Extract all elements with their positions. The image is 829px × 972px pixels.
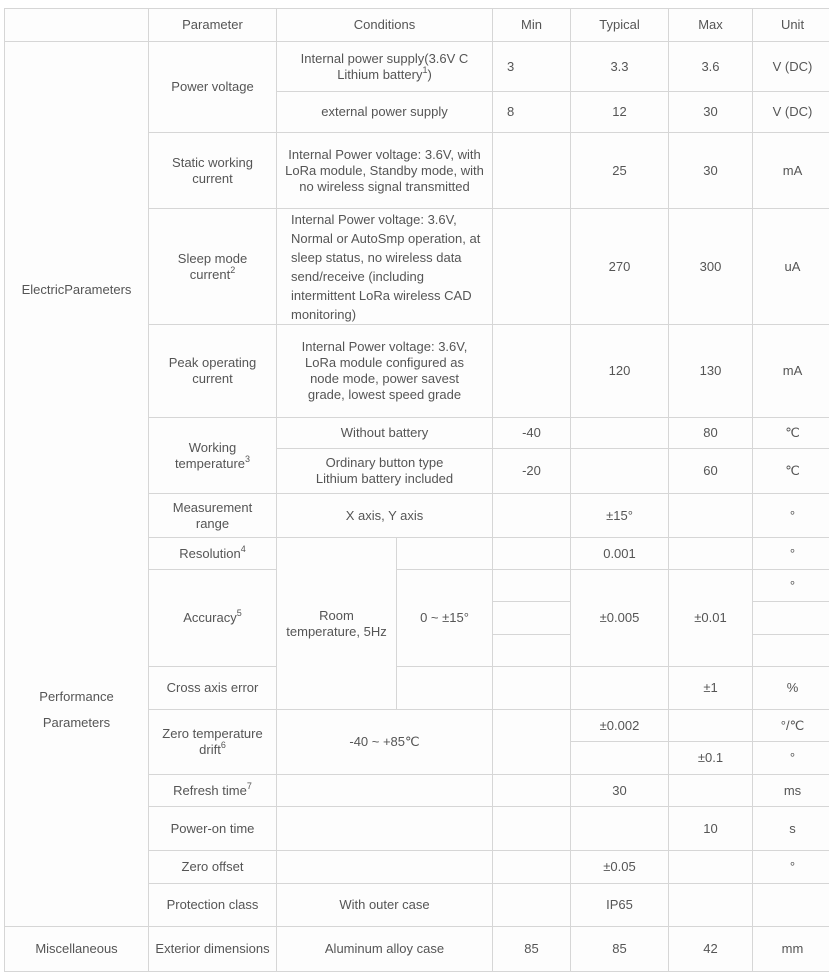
pv-internal-max: 3.6: [669, 42, 752, 91]
temp2-typ: [571, 449, 668, 493]
poweron-min: [493, 807, 570, 850]
poweron-unit: s: [753, 807, 829, 850]
drift-typ-2: [571, 742, 668, 774]
peak-max: 130: [669, 325, 752, 417]
peak-min: [493, 325, 570, 417]
accuracy-min-1: [493, 570, 570, 601]
drift-unit-2: °: [753, 742, 829, 774]
range-unit: °: [753, 494, 829, 537]
range-typ: ±15°: [571, 494, 668, 537]
resolution-cond-b: [397, 538, 492, 569]
sleep-typ: 270: [571, 209, 668, 324]
offset-typ: ±0.05: [571, 851, 668, 883]
offset-cond: [277, 851, 492, 883]
cond-peak-current: Internal Power voltage: 3.6V, LoRa module configured as node mode, power savest grade, lowest speed grade: [277, 325, 492, 417]
protection-min: [493, 884, 570, 926]
cond-with-battery: Ordinary button type Lithium battery included: [277, 449, 492, 493]
pv-internal-typ: 3.3: [571, 42, 668, 91]
drift-unit-1: °/℃: [753, 710, 829, 741]
sleep-max: 300: [669, 209, 752, 324]
sleep-unit: uA: [753, 209, 829, 324]
header-blank: [5, 9, 148, 41]
accuracy-min-3: [493, 635, 570, 666]
protection-max: [669, 884, 752, 926]
pv-external-min: 8: [493, 92, 570, 132]
param-refresh-time: Refresh time$^7$: [149, 775, 276, 806]
offset-min: [493, 851, 570, 883]
cond-exterior-dimensions: Aluminum alloy case: [277, 927, 492, 971]
refresh-cond: [277, 775, 492, 806]
poweron-max: 10: [669, 807, 752, 850]
refresh-min: [493, 775, 570, 806]
param-accuracy: Accuracy$^5$: [149, 570, 276, 666]
param-cross-axis-error: Cross axis error: [149, 667, 276, 709]
param-protection-class: Protection class: [149, 884, 276, 926]
group-electric: ElectricParameters: [5, 42, 148, 537]
dimensions-unit: mm: [753, 927, 829, 971]
accuracy-unit-3: [753, 635, 829, 666]
param-working-temp: Working temperature$^3$: [149, 418, 276, 493]
accuracy-unit-2: [753, 602, 829, 634]
static-typ: 25: [571, 133, 668, 208]
param-resolution: Resolution$^4$: [149, 538, 276, 569]
sleep-min: [493, 209, 570, 324]
offset-unit: °: [753, 851, 829, 883]
range-max: [669, 494, 752, 537]
cross-cond-b: [397, 667, 492, 709]
resolution-min: [493, 538, 570, 569]
protection-cond: With outer case: [277, 884, 492, 926]
param-zero-offset: Zero offset: [149, 851, 276, 883]
refresh-typ: 30: [571, 775, 668, 806]
group-miscellaneous: Miscellaneous: [5, 927, 148, 971]
cond-room-temperature: Room temperature, 5Hz: [277, 538, 396, 709]
param-exterior-dimensions: Exterior dimensions: [149, 927, 276, 971]
cond-accuracy-range: 0 ~ ±15°: [397, 570, 492, 666]
refresh-unit: ms: [753, 775, 829, 806]
param-power-voltage: Power voltage: [149, 42, 276, 132]
cond-internal-supply: Internal power supply(3.6V C Lithium battery$^1$): [277, 42, 492, 91]
param-zero-temp-drift: Zero temperature drift$^6$: [149, 710, 276, 774]
resolution-unit: °: [753, 538, 829, 569]
drift-typ: ±0.002: [571, 710, 668, 741]
param-peak-current: Peak operating current: [149, 325, 276, 417]
cross-unit: %: [753, 667, 829, 709]
static-min: [493, 133, 570, 208]
temp1-typ: [571, 418, 668, 448]
group-performance: Performance Parameters: [5, 494, 148, 926]
dimensions-typ: 85: [571, 927, 668, 971]
temp1-max: 80: [669, 418, 752, 448]
param-sleep-current: Sleep mode current$^2$: [149, 209, 276, 324]
accuracy-unit: °: [753, 570, 829, 601]
poweron-typ: [571, 807, 668, 850]
temp1-min: -40: [493, 418, 570, 448]
pv-external-typ: 12: [571, 92, 668, 132]
cross-typ: [571, 667, 668, 709]
peak-typ: 120: [571, 325, 668, 417]
temp2-unit: ℃: [753, 449, 829, 493]
static-max: 30: [669, 133, 752, 208]
header-max: Max: [669, 9, 752, 41]
accuracy-min-2: [493, 602, 570, 634]
dimensions-min: 85: [493, 927, 570, 971]
protection-unit: [753, 884, 829, 926]
drift-max-1: [669, 710, 752, 741]
pv-external-max: 30: [669, 92, 752, 132]
cond-static-current: Internal Power voltage: 3.6V, with LoRa module, Standby mode, with no wireless signal transmitted: [277, 133, 492, 208]
peak-unit: mA: [753, 325, 829, 417]
param-power-on-time: Power-on time: [149, 807, 276, 850]
cond-external-supply: external power supply: [277, 92, 492, 132]
cross-min: [493, 667, 570, 709]
temp2-max: 60: [669, 449, 752, 493]
header-typical: Typical: [571, 9, 668, 41]
refresh-max: [669, 775, 752, 806]
header-min: Min: [493, 9, 570, 41]
cond-sleep-current: Internal Power voltage: 3.6V, Normal or AutoSmp operation, at sleep status, no wireless data send/receive (including intermittent LoRa wireless CAD monitoring): [277, 209, 492, 324]
param-static-current: Static working current: [149, 133, 276, 208]
drift-max: ±0.1: [669, 742, 752, 774]
drift-min: [493, 710, 570, 774]
accuracy-typ: ±0.005: [571, 570, 668, 666]
pv-internal-min: 3: [493, 42, 570, 91]
temp1-unit: ℃: [753, 418, 829, 448]
temp2-min: -20: [493, 449, 570, 493]
spec-table: [4, 8, 829, 972]
param-measurement-range: Measurement range: [149, 494, 276, 537]
protection-typ: IP65: [571, 884, 668, 926]
static-unit: mA: [753, 133, 829, 208]
header-unit: Unit: [753, 9, 829, 41]
cross-max: ±1: [669, 667, 752, 709]
pv-internal-unit: V (DC): [753, 42, 829, 91]
cond-measurement-range: X axis, Y axis: [277, 494, 492, 537]
cond-without-battery: Without battery: [277, 418, 492, 448]
pv-external-unit: V (DC): [753, 92, 829, 132]
resolution-max: [669, 538, 752, 569]
dimensions-max: 42: [669, 927, 752, 971]
range-min: [493, 494, 570, 537]
accuracy-max: ±0.01: [669, 570, 752, 666]
offset-max: [669, 851, 752, 883]
header-conditions: Conditions: [277, 9, 492, 41]
poweron-cond: [277, 807, 492, 850]
cond-zero-temp-drift: -40 ~ +85℃: [277, 710, 492, 774]
header-parameter: Parameter: [149, 9, 276, 41]
resolution-typ: 0.001: [571, 538, 668, 569]
